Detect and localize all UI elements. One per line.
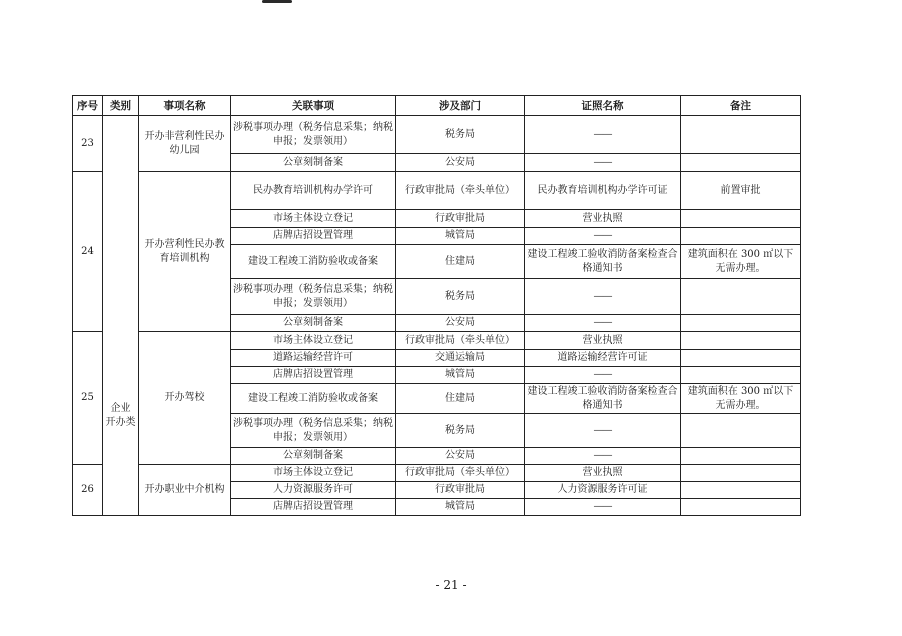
header-related: 关联事项 <box>231 96 396 116</box>
dept-cell: 行政审批局 <box>396 210 525 228</box>
category-cell <box>103 116 139 516</box>
remark-cell <box>681 315 801 332</box>
related-cell: 公章刻制备案 <box>231 154 396 172</box>
dept-cell: 公安局 <box>396 154 525 172</box>
remark-cell <box>681 154 801 172</box>
related-cell: 建设工程竣工消防验收或备案 <box>231 384 396 414</box>
page-number: - 21 - <box>435 578 467 592</box>
group-item: 开办非营利性民办幼儿园 <box>139 116 231 172</box>
remark-cell <box>681 482 801 499</box>
header-item: 事项名称 <box>139 96 231 116</box>
related-cell: 涉税事项办理（税务信息采集；纳税申报；发票领用） <box>231 414 396 448</box>
license-cell: 道路运输经营许可证 <box>525 350 681 367</box>
related-cell: 人力资源服务许可 <box>231 482 396 499</box>
table-header-row <box>73 96 801 116</box>
group-no: 23 <box>73 116 103 172</box>
license-cell: —— <box>525 448 681 465</box>
header-remark: 备注 <box>681 96 801 116</box>
license-cell: 营业执照 <box>525 465 681 482</box>
table-row <box>73 116 801 154</box>
remark-cell: 建筑面积在 300 ㎡以下无需办理。 <box>681 245 801 279</box>
dept-cell: 行政审批局（牵头单位） <box>396 332 525 350</box>
group-no: 24 <box>73 172 103 332</box>
related-cell: 店牌店招设置管理 <box>231 228 396 245</box>
dept-cell: 城管局 <box>396 228 525 245</box>
remark-cell: 前置审批 <box>681 172 801 210</box>
license-cell: —— <box>525 414 681 448</box>
remark-cell <box>681 210 801 228</box>
license-cell: 人力资源服务许可证 <box>525 482 681 499</box>
dept-cell: 城管局 <box>396 499 525 516</box>
license-cell: —— <box>525 154 681 172</box>
license-cell: —— <box>525 315 681 332</box>
remark-cell <box>681 350 801 367</box>
remark-cell <box>681 279 801 315</box>
header-license: 证照名称 <box>525 96 681 116</box>
related-cell: 公章刻制备案 <box>231 315 396 332</box>
dept-cell: 税务局 <box>396 279 525 315</box>
group-no: 26 <box>73 465 103 516</box>
license-cell: 建设工程竣工验收消防备案检查合格通知书 <box>525 384 681 414</box>
related-cell: 建设工程竣工消防验收或备案 <box>231 245 396 279</box>
related-cell: 店牌店招设置管理 <box>231 499 396 516</box>
dept-cell: 公安局 <box>396 448 525 465</box>
dept-cell: 住建局 <box>396 245 525 279</box>
license-cell: —— <box>525 279 681 315</box>
license-cell: —— <box>525 367 681 384</box>
remark-cell <box>681 116 801 154</box>
license-cell: 民办教育培训机构办学许可证 <box>525 172 681 210</box>
related-cell: 店牌店招设置管理 <box>231 367 396 384</box>
related-cell: 市场主体设立登记 <box>231 465 396 482</box>
header-dept: 涉及部门 <box>396 96 525 116</box>
dept-cell: 公安局 <box>396 315 525 332</box>
matters-table <box>72 95 801 516</box>
remark-cell <box>681 499 801 516</box>
related-cell: 道路运输经营许可 <box>231 350 396 367</box>
dept-cell: 住建局 <box>396 384 525 414</box>
header-no: 序号 <box>73 96 103 116</box>
table-row <box>73 172 801 210</box>
remark-cell <box>681 465 801 482</box>
license-cell: 营业执照 <box>525 332 681 350</box>
license-cell: —— <box>525 116 681 154</box>
dept-cell: 行政审批局（牵头单位） <box>396 465 525 482</box>
related-cell: 市场主体设立登记 <box>231 210 396 228</box>
related-cell: 涉税事项办理（税务信息采集；纳税申报；发票领用） <box>231 116 396 154</box>
remark-cell <box>681 414 801 448</box>
dept-cell: 行政审批局（牵头单位） <box>396 172 525 210</box>
related-cell: 涉税事项办理（税务信息采集；纳税申报；发票领用） <box>231 279 396 315</box>
license-cell: —— <box>525 499 681 516</box>
dept-cell: 行政审批局 <box>396 482 525 499</box>
group-item: 开办营利性民办教育培训机构 <box>139 172 231 332</box>
related-cell: 民办教育培训机构办学许可 <box>231 172 396 210</box>
header-category: 类别 <box>103 96 139 116</box>
table-row <box>73 332 801 350</box>
license-cell: 营业执照 <box>525 210 681 228</box>
group-no: 25 <box>73 332 103 465</box>
table-row <box>73 465 801 482</box>
dept-cell: 交通运输局 <box>396 350 525 367</box>
related-cell: 市场主体设立登记 <box>231 332 396 350</box>
remark-cell <box>681 332 801 350</box>
group-item: 开办驾校 <box>139 332 231 465</box>
category-label-2: 开办类 <box>105 416 136 428</box>
category-label-1: 企业 <box>110 402 131 414</box>
related-cell: 公章刻制备案 <box>231 448 396 465</box>
scan-artifact <box>262 0 292 3</box>
license-cell: —— <box>525 228 681 245</box>
group-item: 开办职业中介机构 <box>139 465 231 516</box>
dept-cell: 城管局 <box>396 367 525 384</box>
dept-cell: 税务局 <box>396 116 525 154</box>
remark-cell <box>681 448 801 465</box>
remark-cell <box>681 367 801 384</box>
dept-cell: 税务局 <box>396 414 525 448</box>
license-cell: 建设工程竣工验收消防备案检查合格通知书 <box>525 245 681 279</box>
remark-cell: 建筑面积在 300 ㎡以下无需办理。 <box>681 384 801 414</box>
remark-cell <box>681 228 801 245</box>
